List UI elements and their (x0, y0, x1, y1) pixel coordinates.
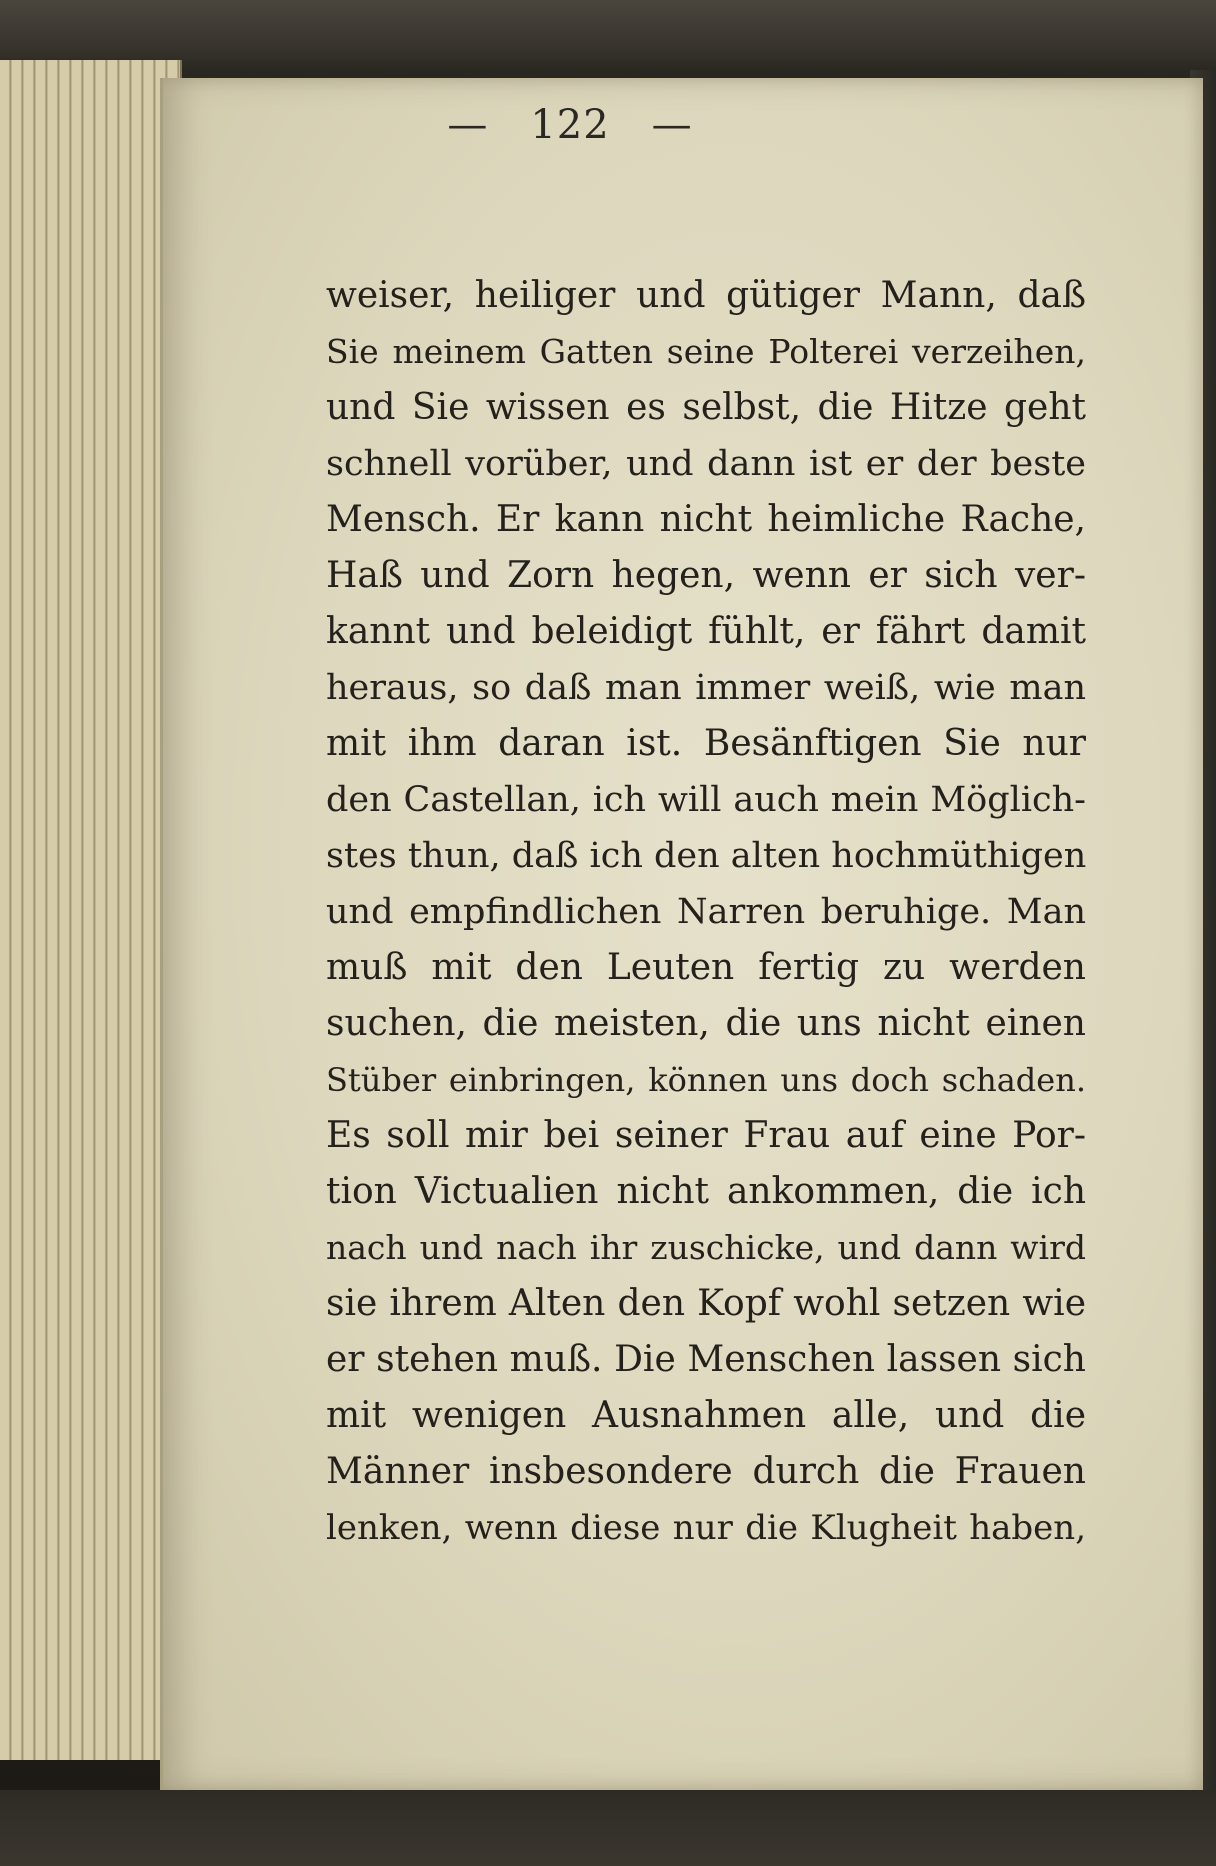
text-line: muß mit den Leuten fertig zu werden (326, 947, 1086, 988)
text-line: sie ihrem Alten den Kopf wohl setzen wie (326, 1283, 1086, 1324)
text-line: und Sie wissen es selbst, die Hitze geht (326, 387, 1086, 428)
text-line: weiser, heiliger und gütiger Mann, daß (326, 275, 1086, 316)
text-line: heraus, so daß man immer weiß, wie man (326, 668, 1086, 708)
text-line: Sie meinem Gatten seine Polterei verzeihen, (326, 332, 1086, 371)
page-stack-edges (0, 60, 182, 1760)
text-line: mit wenigen Ausnahmen alle, und die (326, 1395, 1086, 1436)
text-line: Männer insbesondere durch die Frauen (326, 1451, 1086, 1492)
text-line: Stüber einbringen, können uns doch schaden. (326, 1061, 1086, 1099)
text-line: den Castellan, ich will auch mein Möglich- (326, 780, 1086, 820)
text-line: suchen, die meisten, die uns nicht einen (326, 1003, 1086, 1044)
text-line: und empfindlichen Narren beruhige. Man (326, 892, 1086, 932)
text-line: Mensch. Er kann nicht heimliche Rache, (326, 499, 1086, 540)
page-number-dash-right: — (651, 102, 693, 148)
book-cover-bottom (0, 1790, 1216, 1866)
book-cover-top (0, 0, 1216, 70)
text-line: lenken, wenn diese nur die Klugheit haben, (326, 1508, 1086, 1548)
text-line: er stehen muß. Die Menschen lassen sich (326, 1339, 1086, 1380)
text-line: schnell vorüber, und dann ist er der beste (326, 444, 1086, 484)
text-line: kannt und beleidigt fühlt, er fährt damit (326, 611, 1086, 652)
text-line: mit ihm daran ist. Besänftigen Sie nur (326, 723, 1086, 764)
text-line: Es soll mir bei seiner Frau auf eine Por- (326, 1115, 1086, 1156)
text-line: Haß und Zorn hegen, wenn er sich ver- (326, 555, 1086, 596)
page-number: 122 (530, 102, 610, 148)
page-number-header (0, 102, 930, 148)
text-line: stes thun, daß ich den alten hochmüthigen (326, 836, 1086, 876)
text-line: tion Victualien nicht ankommen, die ich (326, 1171, 1086, 1212)
page-body-text (326, 268, 1086, 1556)
page-number-dash-left: — (447, 102, 489, 148)
text-line: nach und nach ihr zuschicke, und dann wird (326, 1228, 1086, 1267)
